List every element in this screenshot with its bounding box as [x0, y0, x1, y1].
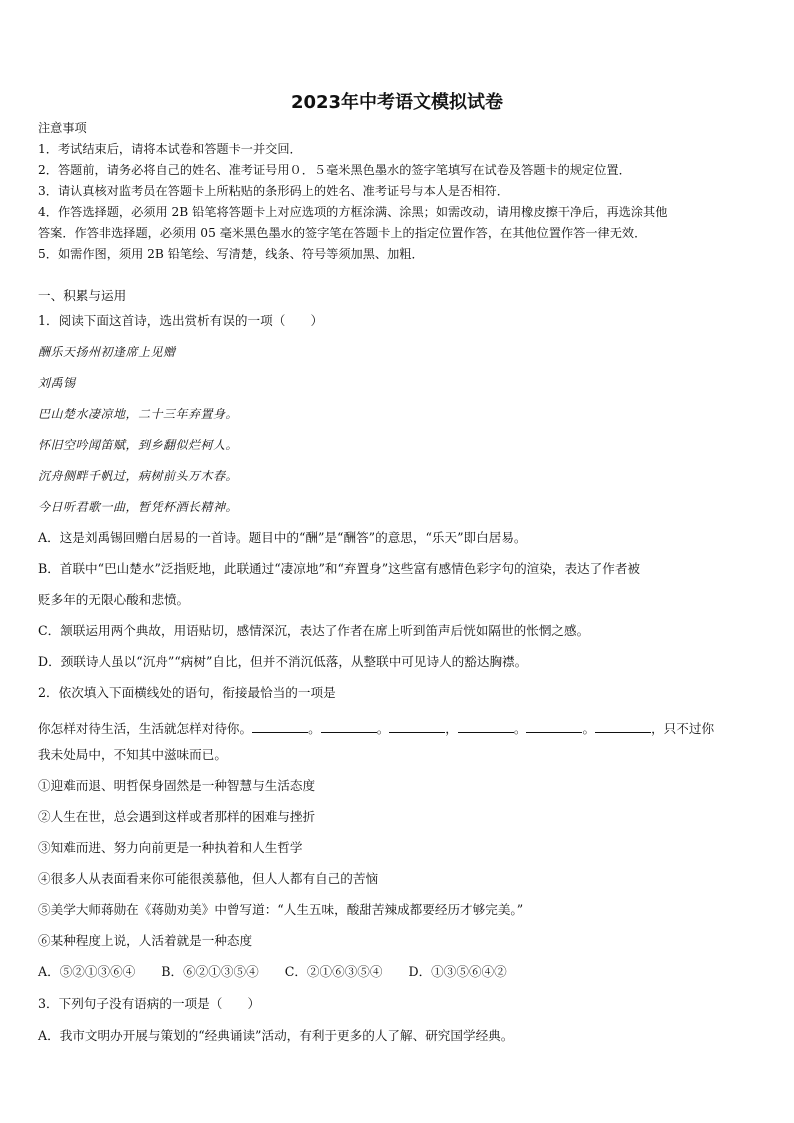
- q2-choice-b: B．⑥②①③⑤④: [161, 964, 259, 979]
- q2-sentence-3: ③知难而进、努力向前更是一种执着和人生哲学: [38, 840, 303, 855]
- answer-blank: [321, 720, 377, 733]
- q1-stem: 1．阅读下面这首诗，选出赏析有误的一项（ ）: [38, 313, 324, 328]
- q1-option-a: A．这是刘禹锡回赠白居易的一首诗。题目中的“酬”是“酬答”的意思，“乐天”即白居易。: [38, 530, 527, 545]
- blank-separator: 。: [376, 721, 390, 736]
- notice-item-4-cont: 答案．作答非选择题，必须用 05 毫米黑色墨水的签字笔在答题卡上的指定位置作答，在其他位置作答一律无效．: [38, 226, 647, 240]
- q2-stem: 2．依次填入下面横线处的语句，衔接最恰当的一项是: [38, 685, 336, 700]
- answer-blank: [526, 720, 582, 733]
- q2-sentence-4: ④很多人从表面看来你可能很羡慕他，但人人都有自己的苦恼: [38, 871, 379, 886]
- q1-option-b-cont: 贬多年的无限心酸和悲愤。: [38, 592, 190, 607]
- blank-separator: ，: [651, 721, 664, 736]
- poem-line-4: 今日听君歌一曲，暂凭杯酒长精神。: [38, 500, 239, 514]
- q2-text-end: 只不过你: [663, 721, 715, 736]
- poem-line-1: 巴山楚水凄凉地，二十三年弃置身。: [38, 407, 239, 421]
- q2-sentence-5: ⑤美学大师蒋勋在《蒋勋劝美》中曾写道：“人生五味，酸甜苦辣成都要经历才够完美。”: [38, 902, 524, 917]
- q2-choice-c: C．②①⑥③⑤④: [284, 964, 383, 979]
- poem-author: 刘禹锡: [38, 376, 76, 390]
- poem-line-3: 沉舟侧畔千帆过，病树前头万木春。: [38, 469, 239, 483]
- answer-blank: [458, 720, 514, 733]
- q2-sentence-1: ①迎难而退、明哲保身固然是一种智慧与生活态度: [38, 778, 316, 793]
- q2-blank-line: [38, 718, 714, 737]
- q3-option-a: A．我市文明办开展与策划的“经典诵读”活动，有利于更多的人了解、研究国学经典。: [38, 1028, 514, 1043]
- q2-choice-a: A．⑤②①③⑥④: [38, 964, 136, 979]
- poem-title: 酬乐天扬州初逢席上见赠: [38, 345, 176, 359]
- q2-choice-d: D．①③⑤⑥④②: [408, 964, 507, 979]
- q2-text-start: 你怎样对待生活，生活就怎样对待你。: [38, 721, 253, 736]
- q1-option-c: C．颔联运用两个典故，用语贴切，感情深沉，表达了作者在席上听到笛声后恍如隔世的怅惘之感。: [38, 623, 590, 638]
- notice-heading: 注意事项: [38, 121, 87, 135]
- blank-separator: 。: [308, 721, 321, 736]
- q2-choices: [38, 966, 533, 979]
- blank-separator: 。: [582, 721, 596, 736]
- blank-separator: 。: [513, 721, 527, 736]
- answer-blank: [389, 720, 445, 733]
- poem-line-2: 怀旧空吟闻笛赋，到乡翻似烂柯人。: [38, 438, 239, 452]
- blank-separator: ，: [445, 721, 458, 736]
- page-title: 2023年中考语文模拟试卷: [290, 92, 504, 113]
- q1-option-b: B．首联中“巴山楚水”泛指贬地，此联通过“凄凉地”和“弃置身”这些富有感情色彩字句的渲染，表达了作者被: [38, 561, 641, 576]
- notice-item-1: 1．考试结束后，请将本试卷和答题卡一并交回．: [38, 142, 302, 156]
- notice-item-3: 3．请认真核对监考员在答题卡上所粘贴的条形码上的姓名、准考证号与本人是否相符．: [38, 184, 509, 198]
- q2-text-cont: 我未处局中，不知其中滋味而已。: [38, 747, 227, 762]
- answer-blank: [595, 720, 651, 733]
- notice-item-5: 5．如需作图，须用 2B 铅笔绘、写清楚，线条、符号等须加黑、加粗．: [38, 247, 424, 261]
- notice-item-4: 4．作答选择题，必须用 2B 铅笔将答题卡上对应选项的方框涂满、涂黑；如需改动，请用橡皮擦干净后，再选涂其他: [38, 205, 668, 219]
- q2-sentence-2: ②人生在世，总会遇到这样或者那样的困难与挫折: [38, 809, 316, 824]
- answer-blank: [252, 720, 308, 733]
- notice-item-2: 2．答题前，请务必将自己的姓名、准考证号用０．５毫米黑色墨水的签字笔填写在试卷及答题卡的规定位置．: [38, 163, 631, 177]
- q1-option-d: D．颈联诗人虽以“沉舟”“病树”自比，但并不消沉低落，从整联中可见诗人的豁达胸襟。: [38, 654, 528, 669]
- q3-stem: 3．下列句子没有语病的一项是（ ）: [38, 996, 261, 1011]
- q2-sentence-6: ⑥某种程度上说，人活着就是一种态度: [38, 933, 253, 948]
- section-heading: 一、积累与运用: [38, 288, 127, 303]
